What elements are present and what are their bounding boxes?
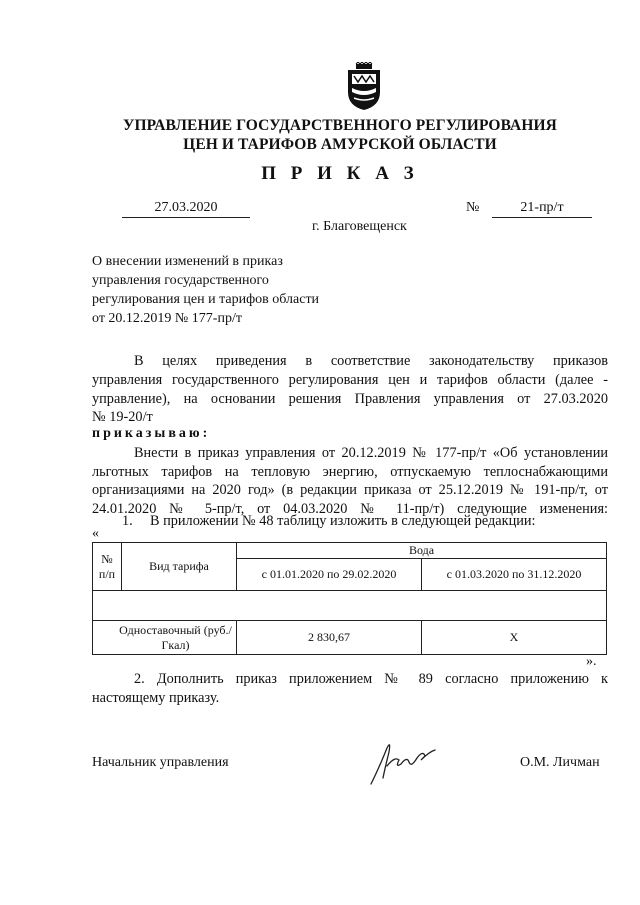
item2-line: настоящему приказу. bbox=[92, 690, 220, 706]
table-row bbox=[93, 591, 607, 621]
table-row bbox=[93, 621, 607, 655]
row-value1-cell: 2 830,67 bbox=[237, 621, 422, 655]
preamble-line: В целях приведения в соответствие законодательству приказов bbox=[134, 353, 608, 369]
subject-line: управления государственного bbox=[92, 273, 269, 288]
row-value2-cell: X bbox=[422, 621, 607, 655]
signatory-name: О.М. Личман bbox=[520, 755, 600, 770]
doc-city: г. Благовещенск bbox=[312, 219, 407, 234]
item2-line: 2. Дополнить приказ приложением № 89 согласно приложению к bbox=[134, 671, 608, 687]
row-type-cell: Одноставочный (руб./Гкал) bbox=[93, 621, 237, 655]
item1-text: В приложении № 48 таблицу изложить в следующей редакции: bbox=[150, 513, 536, 529]
coat-of-arms-icon bbox=[344, 62, 384, 112]
subject-line: О внесении изменений в приказ bbox=[92, 254, 283, 269]
doc-date: 27.03.2020 bbox=[122, 200, 250, 218]
subject-line: регулирования цен и тарифов области bbox=[92, 292, 320, 307]
clause-line: организациями на 2020 год» (в редакции приказа от 25.12.2019 № 191-пр/т, от bbox=[92, 482, 608, 498]
col-period2-header: с 01.03.2020 по 31.12.2020 bbox=[422, 559, 607, 591]
clause-line: льготных тарифов на тепловую энергию, отпускаемую теплоснабжающими bbox=[92, 464, 608, 480]
tariff-table bbox=[92, 542, 607, 655]
org-name-line2: ЦЕН И ТАРИФОВ АМУРСКОЙ ОБЛАСТИ bbox=[183, 136, 497, 153]
preamble-line: управление), на основании решения Правления управления от 27.03.2020 bbox=[92, 391, 608, 407]
item1-number: 1. bbox=[122, 513, 133, 529]
doc-number: 21-пр/т bbox=[492, 200, 592, 218]
quote-open: « bbox=[92, 526, 99, 541]
handwritten-signature-icon bbox=[365, 738, 445, 788]
preamble-line: управления государственного регулирования цен и тарифов области (далее - bbox=[92, 372, 608, 388]
doc-number-sign: № bbox=[466, 200, 480, 215]
subject-line: от 20.12.2019 № 177-пр/т bbox=[92, 311, 242, 326]
order-word: приказываю: bbox=[92, 426, 211, 441]
col-group-header: Вода bbox=[237, 543, 607, 559]
clause-line: Внести в приказ управления от 20.12.2019 № 177-пр/т «Об установлении bbox=[134, 445, 608, 461]
clause-line: 24.01.2020 № 5-пр/т, от 04.03.2020 № 11-пр/т) следующие изменения: bbox=[92, 501, 608, 517]
preamble-line: № 19-20/т bbox=[92, 409, 153, 425]
col-type-header: Вид тарифа bbox=[122, 543, 237, 591]
doc-type-title: П Р И К А З bbox=[261, 163, 419, 184]
quote-close: ». bbox=[586, 654, 597, 669]
org-name-line1: УПРАВЛЕНИЕ ГОСУДАРСТВЕННОГО РЕГУЛИРОВАНИЯ bbox=[123, 117, 557, 134]
empty-row bbox=[93, 591, 607, 621]
col-period1-header: с 01.01.2020 по 29.02.2020 bbox=[237, 559, 422, 591]
col-num-header: № п/п bbox=[93, 543, 122, 591]
signatory-title: Начальник управления bbox=[92, 755, 229, 770]
